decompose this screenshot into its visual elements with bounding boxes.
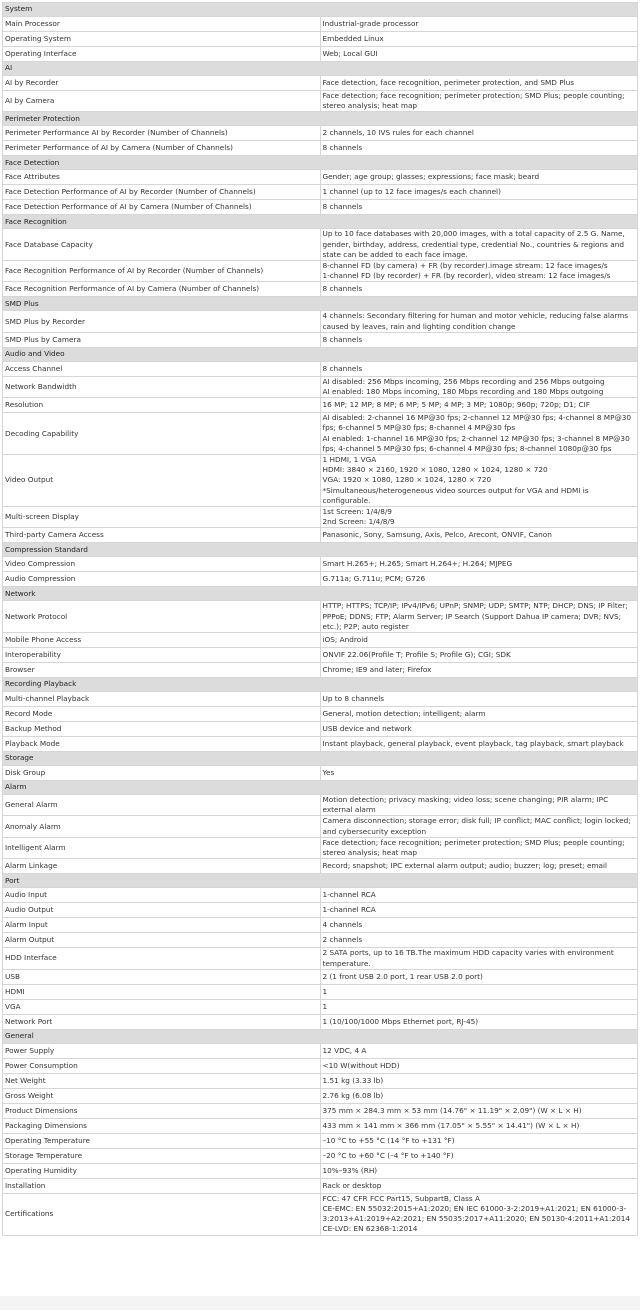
spec-label: Playback Mode — [3, 737, 321, 752]
spec-row — [3, 999, 638, 1014]
spec-row — [3, 76, 638, 91]
spec-row — [3, 376, 638, 397]
spec-label: Access Channel — [3, 361, 321, 376]
section-header-row — [3, 543, 638, 557]
spec-table — [2, 2, 638, 1236]
section-title: Face Detection — [3, 156, 638, 170]
spec-row — [3, 170, 638, 185]
spec-value: 8 channels — [320, 332, 638, 347]
spec-table-body — [3, 3, 638, 1236]
section-title: AI — [3, 62, 638, 76]
spec-label: Alarm Output — [3, 933, 321, 948]
section-title: Port — [3, 874, 638, 888]
spec-value: Rack or desktop — [320, 1178, 638, 1193]
spec-value: –10 °C to +55 °C (14 °F to +131 °F) — [320, 1133, 638, 1148]
spec-label: Perimeter Performance AI by Recorder (Number of Channels) — [3, 126, 321, 141]
spec-value: 1-channel RCA — [320, 888, 638, 903]
spec-row — [3, 888, 638, 903]
spec-value: Motion detection; privacy masking; video loss; scene changing; PIR alarm; IPC external alarm — [320, 795, 638, 816]
spec-label: AI by Recorder — [3, 76, 321, 91]
section-header-row — [3, 112, 638, 126]
section-title: SMD Plus — [3, 297, 638, 311]
spec-value: 2 (1 front USB 2.0 port, 1 rear USB 2.0 port) — [320, 969, 638, 984]
spec-value: 4 channels: Secondary filtering for human and motor vehicle, reducing false alarms caused by leaves, rain and lighting condition change — [320, 311, 638, 332]
spec-value: G.711a; G.711u; PCM; G726 — [320, 572, 638, 587]
spec-value: Industrial-grade processor — [320, 17, 638, 32]
spec-value: 2.76 kg (6.08 lb) — [320, 1088, 638, 1103]
spec-label: Storage Temperature — [3, 1148, 321, 1163]
spec-label: Operating System — [3, 32, 321, 47]
spec-value: Record; snapshot; IPC external alarm output; audio; buzzer; log; preset; email — [320, 859, 638, 874]
spec-row — [3, 601, 638, 633]
spec-row — [3, 1014, 638, 1029]
spec-value: ONVIF 22.06(Profile T; Profile S; Profile G); CGI; SDK — [320, 648, 638, 663]
section-title: Network — [3, 587, 638, 601]
spec-row — [3, 1178, 638, 1193]
spec-value: 12 VDC, 4 A — [320, 1043, 638, 1058]
spec-row — [3, 91, 638, 112]
spec-label: Interoperability — [3, 648, 321, 663]
spec-value: 1 (10/100/1000 Mbps Ethernet port, RJ-45) — [320, 1014, 638, 1029]
spec-label: Record Mode — [3, 707, 321, 722]
spec-row — [3, 398, 638, 413]
spec-value: 1 channel (up to 12 face images/s each channel) — [320, 185, 638, 200]
spec-label: Face Detection Performance of AI by Camera (Number of Channels) — [3, 200, 321, 215]
section-header-row — [3, 874, 638, 888]
spec-label: USB — [3, 969, 321, 984]
spec-label: Operating Humidity — [3, 1163, 321, 1178]
spec-row — [3, 282, 638, 297]
spec-label: Product Dimensions — [3, 1103, 321, 1118]
spec-row — [3, 572, 638, 587]
spec-value: 4 channels — [320, 918, 638, 933]
spec-row — [3, 1148, 638, 1163]
spec-value: 10%–93% (RH) — [320, 1163, 638, 1178]
spec-row — [3, 332, 638, 347]
spec-value: Face detection; face recognition; perimeter protection; SMD Plus; people counting; stereo analysis; heat map — [320, 91, 638, 112]
spec-value: 2 SATA ports, up to 16 TB.The maximum HDD capacity varies with environment temperature. — [320, 948, 638, 969]
spec-label: Anomaly Alarm — [3, 816, 321, 837]
spec-label: Main Processor — [3, 17, 321, 32]
spec-label: Backup Method — [3, 722, 321, 737]
spec-label: Face Recognition Performance of AI by Camera (Number of Channels) — [3, 282, 321, 297]
section-title: Storage — [3, 752, 638, 766]
spec-row — [3, 361, 638, 376]
section-title: Recording Playback — [3, 678, 638, 692]
section-title: General — [3, 1029, 638, 1043]
section-header-row — [3, 752, 638, 766]
spec-row — [3, 859, 638, 874]
spec-row — [3, 692, 638, 707]
spec-row — [3, 311, 638, 332]
spec-row — [3, 1088, 638, 1103]
spec-value: Chrome; IE9 and later; Firefox — [320, 663, 638, 678]
spec-value: 16 MP; 12 MP; 8 MP; 6 MP; 5 MP; 4 MP; 3 MP; 1080p; 960p; 720p; D1; CIF — [320, 398, 638, 413]
spec-value: AI disabled: 2-channel 16 MP@30 fps; 2-channel 12 MP@30 fps; 4-channel 8 MP@30 fps; 6-channel 5 MP@30 fps; 8-channel 4 MP@30 fps AI enabled: 1-channel 16 MP@30 fps; 2-channel 12 MP@30 fps; 3-channel 8 MP@30 fps; 4-channel 5 MP@30 fps; 6-channel 4 MP@30 fps; 8-channel 1080p@30 fps — [320, 413, 638, 455]
spec-label: Certifications — [3, 1193, 321, 1235]
spec-row — [3, 766, 638, 781]
spec-value: Yes — [320, 766, 638, 781]
spec-value: Face detection, face recognition, perimeter protection, and SMD Plus — [320, 76, 638, 91]
spec-label: Perimeter Performance of AI by Camera (Number of Channels) — [3, 141, 321, 156]
spec-label: Third-party Camera Access — [3, 528, 321, 543]
spec-label: Network Bandwidth — [3, 376, 321, 397]
spec-row — [3, 1163, 638, 1178]
spec-value: –20 °C to +60 °C (–4 °F to +140 °F) — [320, 1148, 638, 1163]
spec-value: Embedded Linux — [320, 32, 638, 47]
section-header-row — [3, 156, 638, 170]
spec-value: 8 channels — [320, 361, 638, 376]
spec-value: 433 mm × 141 mm × 366 mm (17.05" × 5.55" × 14.41") (W × L × H) — [320, 1118, 638, 1133]
spec-label: AI by Camera — [3, 91, 321, 112]
section-header-row — [3, 215, 638, 229]
page-footer-strip — [0, 1296, 640, 1310]
spec-value: 375 mm × 284.3 mm × 53 mm (14.76" × 11.19" × 2.09") (W × L × H) — [320, 1103, 638, 1118]
spec-label: VGA — [3, 999, 321, 1014]
spec-label: Resolution — [3, 398, 321, 413]
spec-label: Alarm Linkage — [3, 859, 321, 874]
spec-value: 1.51 kg (3.33 lb) — [320, 1073, 638, 1088]
spec-label: Audio Input — [3, 888, 321, 903]
spec-row — [3, 1103, 638, 1118]
section-header-row — [3, 297, 638, 311]
spec-label: Alarm Input — [3, 918, 321, 933]
spec-row — [3, 1133, 638, 1148]
spec-row — [3, 507, 638, 528]
spec-row — [3, 528, 638, 543]
spec-row — [3, 1043, 638, 1058]
spec-label: SMD Plus by Camera — [3, 332, 321, 347]
spec-label: Video Compression — [3, 557, 321, 572]
spec-value: 2 channels, 10 IVS rules for each channel — [320, 126, 638, 141]
spec-label: Packaging Dimensions — [3, 1118, 321, 1133]
spec-row — [3, 918, 638, 933]
spec-label: Multi-screen Display — [3, 507, 321, 528]
spec-row — [3, 903, 638, 918]
spec-value: 1st Screen: 1/4/8/9 2nd Screen: 1/4/8/9 — [320, 507, 638, 528]
section-header-row — [3, 62, 638, 76]
spec-label: Multi-channel Playback — [3, 692, 321, 707]
spec-value: 8 channels — [320, 200, 638, 215]
spec-label: Installation — [3, 1178, 321, 1193]
spec-label: Face Attributes — [3, 170, 321, 185]
spec-value: 2 channels — [320, 933, 638, 948]
spec-value: Web; Local GUI — [320, 47, 638, 62]
spec-label: HDMI — [3, 984, 321, 999]
spec-value: Up to 8 channels — [320, 692, 638, 707]
spec-value: Panasonic, Sony, Samsung, Axis, Pelco, Arecont, ONVIF, Canon — [320, 528, 638, 543]
spec-label: Face Recognition Performance of AI by Recorder (Number of Channels) — [3, 261, 321, 282]
spec-value: <10 W(without HDD) — [320, 1058, 638, 1073]
spec-row — [3, 969, 638, 984]
spec-label: Network Port — [3, 1014, 321, 1029]
spec-row — [3, 126, 638, 141]
section-header-row — [3, 587, 638, 601]
spec-label: Disk Group — [3, 766, 321, 781]
section-title: Audio and Video — [3, 347, 638, 361]
spec-label: SMD Plus by Recorder — [3, 311, 321, 332]
spec-row — [3, 648, 638, 663]
spec-row — [3, 32, 638, 47]
spec-label: Audio Compression — [3, 572, 321, 587]
spec-value: AI disabled: 256 Mbps incoming, 256 Mbps recording and 256 Mbps outgoing AI enabled: 180 Mbps incoming, 180 Mbps recording and 180 Mbps outgoing — [320, 376, 638, 397]
spec-value: USB device and network — [320, 722, 638, 737]
section-title: Perimeter Protection — [3, 112, 638, 126]
spec-row — [3, 948, 638, 969]
spec-label: HDD Interface — [3, 948, 321, 969]
spec-value: 1-channel RCA — [320, 903, 638, 918]
spec-value: 8-channel FD (by camera) + FR (by recorder).image stream: 12 face images/s 1-channel FD (by recorder) + FR (by recorder), video stream: 12 face images/s — [320, 261, 638, 282]
spec-label: Gross Weight — [3, 1088, 321, 1103]
spec-value: Face detection; face recognition; perimeter protection; SMD Plus; people counting; stereo analysis; heat map — [320, 837, 638, 858]
section-header-row — [3, 1029, 638, 1043]
spec-value: 1 — [320, 999, 638, 1014]
spec-label: Browser — [3, 663, 321, 678]
spec-row — [3, 837, 638, 858]
spec-value: 1 HDMI, 1 VGA HDMI: 3840 × 2160, 1920 × 1080, 1280 × 1024, 1280 × 720 VGA: 1920 × 1080, 1280 × 1024, 1280 × 720 *Simultaneous/heterogeneous video sources output for VGA and HDMI is configurable. — [320, 455, 638, 507]
spec-row — [3, 663, 638, 678]
spec-row — [3, 200, 638, 215]
spec-label: Operating Temperature — [3, 1133, 321, 1148]
spec-label: Network Protocol — [3, 601, 321, 633]
spec-row — [3, 261, 638, 282]
spec-value: General, motion detection; intelligent; alarm — [320, 707, 638, 722]
section-title: Compression Standard — [3, 543, 638, 557]
spec-label: Decoding Capability — [3, 413, 321, 455]
spec-row — [3, 1073, 638, 1088]
spec-label: Operating Interface — [3, 47, 321, 62]
spec-label: Face Detection Performance of AI by Recorder (Number of Channels) — [3, 185, 321, 200]
spec-label: Power Supply — [3, 1043, 321, 1058]
section-title: Alarm — [3, 781, 638, 795]
spec-row — [3, 47, 638, 62]
spec-row — [3, 707, 638, 722]
spec-value: Smart H.265+; H.265; Smart H.264+; H.264; MJPEG — [320, 557, 638, 572]
spec-value: HTTP; HTTPS; TCP/IP; IPv4/IPv6; UPnP; SNMP; UDP; SMTP; NTP; DHCP; DNS; IP Filter; PPPoE; DDNS; FTP; Alarm Server; IP Search (Support Dahua IP camera; DVR; NVS; etc.); P2P; auto register — [320, 601, 638, 633]
spec-label: Audio Output — [3, 903, 321, 918]
spec-value: Up to 10 face databases with 20,000 images, with a total capacity of 2.5 G. Name, gender, birthday, address, credential type, credential No., countries & regions and state can be added to each face image. — [320, 229, 638, 261]
spec-row — [3, 17, 638, 32]
section-header-row — [3, 3, 638, 17]
section-title: System — [3, 3, 638, 17]
spec-value: Instant playback, general playback, event playback, tag playback, smart playback — [320, 737, 638, 752]
section-header-row — [3, 781, 638, 795]
spec-row — [3, 984, 638, 999]
spec-row — [3, 141, 638, 156]
spec-value: FCC: 47 CFR FCC Part15, SubpartB, Class A CE-EMC: EN 55032:2015+A1:2020; EN IEC 61000-3-2:2019+A1:2021; EN 61000-3-3:2013+A1:2019+A2:2021; EN 55035:2017+A11:2020; EN 50130-4:2011+A1:2014 CE-LVD: EN 62368-1:2014 — [320, 1193, 638, 1235]
spec-value: 8 channels — [320, 282, 638, 297]
section-title: Face Recognition — [3, 215, 638, 229]
spec-row — [3, 229, 638, 261]
section-header-row — [3, 347, 638, 361]
spec-row — [3, 795, 638, 816]
spec-label: Net Weight — [3, 1073, 321, 1088]
spec-row — [3, 1058, 638, 1073]
spec-row — [3, 816, 638, 837]
spec-value: iOS; Android — [320, 633, 638, 648]
spec-row — [3, 1193, 638, 1235]
spec-row — [3, 633, 638, 648]
spec-label: Face Database Capacity — [3, 229, 321, 261]
spec-row — [3, 185, 638, 200]
spec-label: General Alarm — [3, 795, 321, 816]
spec-row — [3, 737, 638, 752]
spec-value: 8 channels — [320, 141, 638, 156]
spec-row — [3, 933, 638, 948]
spec-label: Power Consumption — [3, 1058, 321, 1073]
section-header-row — [3, 678, 638, 692]
spec-value: 1 — [320, 984, 638, 999]
spec-label: Video Output — [3, 455, 321, 507]
spec-row — [3, 722, 638, 737]
spec-value: Camera disconnection; storage error; disk full; IP conflict; MAC conflict; login locked; and cybersecurity exception — [320, 816, 638, 837]
spec-label: Intelligent Alarm — [3, 837, 321, 858]
spec-value: Gender; age group; glasses; expressions; face mask; beard — [320, 170, 638, 185]
spec-row — [3, 413, 638, 455]
spec-row — [3, 455, 638, 507]
spec-row — [3, 557, 638, 572]
spec-label: Mobile Phone Access — [3, 633, 321, 648]
spec-row — [3, 1118, 638, 1133]
